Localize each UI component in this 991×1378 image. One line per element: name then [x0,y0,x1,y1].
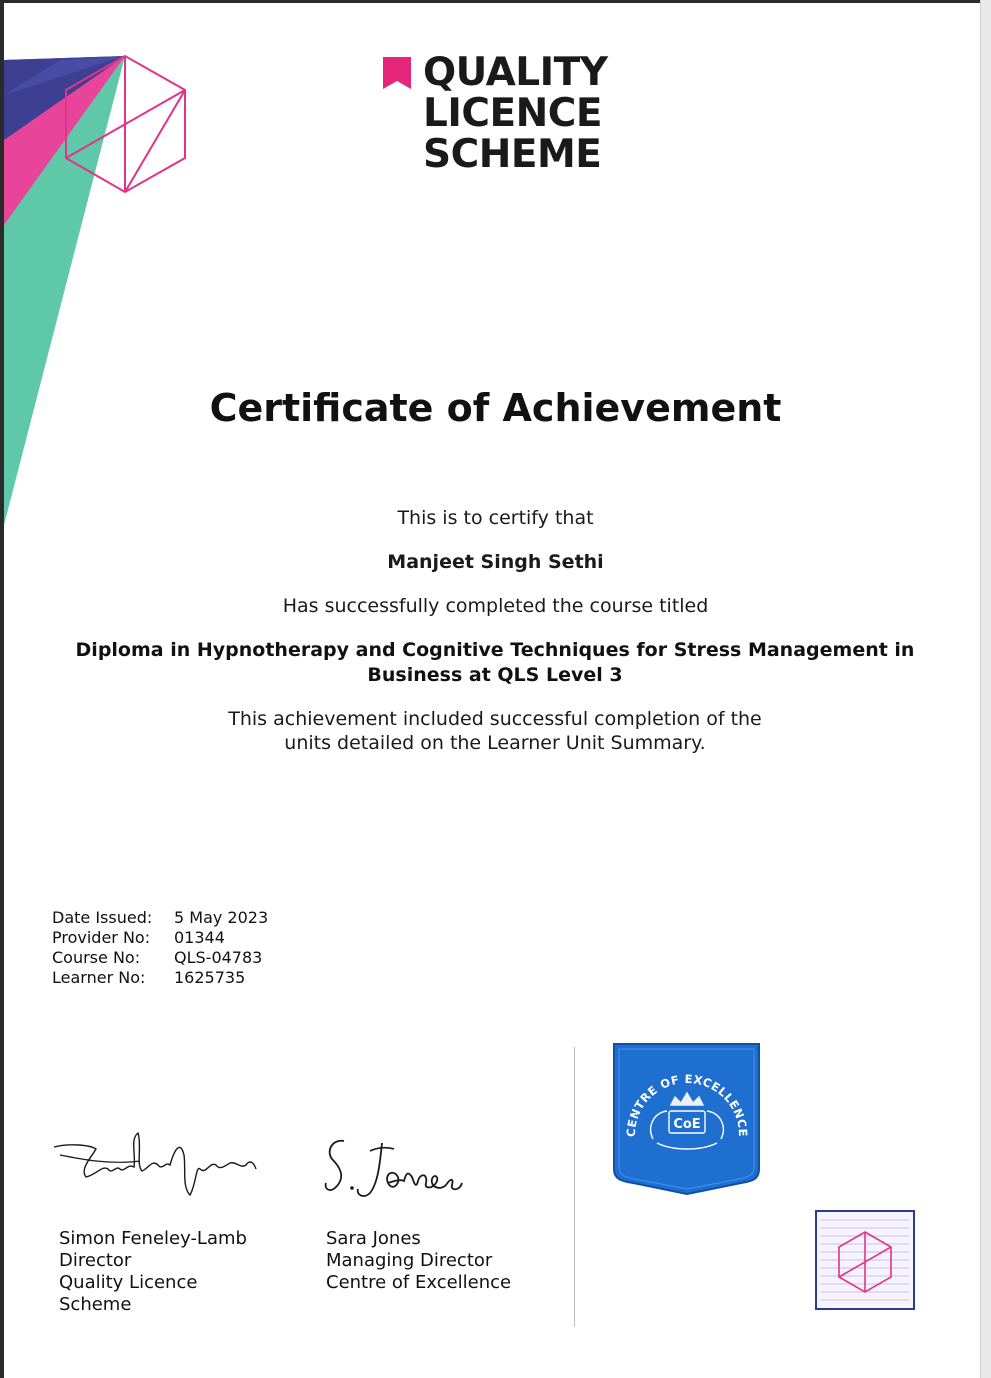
detail-row-provider [52,928,268,948]
signatory-role: Director [59,1250,132,1271]
signatory-org-line-2: Scheme [59,1294,132,1315]
detail-value: 01344 [174,928,225,947]
logo-wordmark [423,52,643,175]
course-title-line-2: Business at QLS Level 3 [367,664,623,686]
certificate-details [52,908,268,988]
course-title [50,638,940,688]
signatory-org-line-1: Quality Licence [59,1272,198,1293]
logo-line-2: LICENCE [423,91,603,136]
completed-text: Has successfully completed the course titled [282,595,709,617]
corner-decoration [0,0,200,530]
page-scrollbar-track[interactable] [980,0,991,1378]
detail-label: Learner No: [52,968,146,987]
certify-intro: This is to certify that [397,507,594,529]
signatory-simon [59,1228,247,1316]
course-title-line-1: Diploma in Hypnotherapy and Cognitive Techniques for Stress Management in [75,639,915,661]
detail-row-date [52,908,268,928]
centre-of-excellence-badge [613,1043,760,1195]
signature-simon-feneley-lamb [50,1125,260,1205]
logo-line-3: SCHEME [423,132,602,177]
recipient-name: Manjeet Singh Sethi [387,551,604,573]
logo-line-1: QUALITY [423,50,608,95]
verification-seal [815,1210,915,1310]
detail-row-course [52,948,268,968]
detail-value: 5 May 2023 [174,908,269,927]
detail-label: Date Issued: [52,908,153,927]
detail-value: QLS-04783 [174,948,263,967]
logo-flag-icon [383,57,411,89]
detail-value: 1625735 [174,968,246,987]
badge-arc-text: CENTRE OF EXCELLENCE [623,1071,751,1138]
detail-label: Provider No: [52,928,151,947]
certificate-title: Certificate of Achievement [209,386,782,430]
signatory-name: Sara Jones [326,1228,421,1249]
signatory-org-line-1: Centre of Excellence [326,1272,512,1293]
detail-label: Course No: [52,948,141,967]
achievement-note [180,707,810,755]
signatory-name: Simon Feneley-Lamb [59,1228,247,1249]
detail-row-learner [52,968,268,988]
badge-monogram: CoE [673,1117,701,1132]
signatory-role: Managing Director [326,1250,493,1271]
vertical-divider [574,1047,575,1327]
signatory-sara [326,1228,511,1294]
signature-sara-jones [322,1133,467,1205]
achievement-note-line-1: This achievement included successful completion of the [228,708,762,730]
achievement-note-line-2: units detailed on the Learner Unit Summary. [284,732,706,754]
